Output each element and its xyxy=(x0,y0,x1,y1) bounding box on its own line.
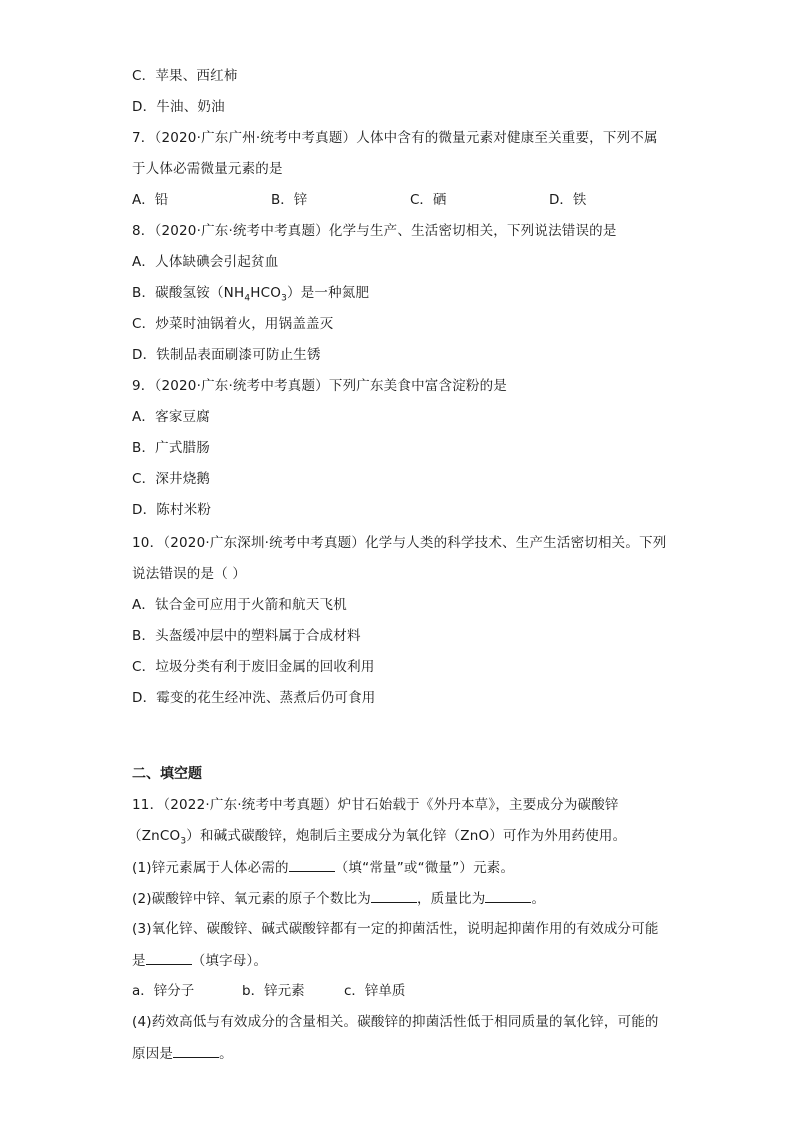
q11-stem-sub: 3 xyxy=(180,836,187,847)
q7-option-d: D．铁 xyxy=(549,192,587,208)
q11-stem-line1: 11．（2022·广东·统考中考真题）炉甘石始载于《外丹本草》，主要成分为碳酸锌 xyxy=(132,797,619,813)
q8-option-b-sub1: 4 xyxy=(244,293,251,304)
section-title-fill-in: 二、填空题 xyxy=(132,766,202,782)
q8-option-d: D．铁制品表面刷漆可防止生锈 xyxy=(132,347,321,363)
q11-part3-blank[interactable] xyxy=(146,950,192,965)
q11-stem-line2 xyxy=(128,826,626,852)
q11-part4-line1: (4)药效高低与有效成分的含量相关。碳酸锌的抑菌活性低于相同质量的氧化锌，可能的 xyxy=(132,1014,659,1030)
q11-part3-choice-c: c．锌单质 xyxy=(344,983,406,999)
q11-part2-blank1[interactable] xyxy=(371,888,417,903)
q8-stem: 8．（2020·广东·统考中考真题）化学与生产、生活密切相关，下列说法错误的是 xyxy=(132,223,617,239)
q10-option-c: C．垃圾分类有利于废旧金属的回收利用 xyxy=(132,659,375,675)
q8-option-a: A．人体缺碘会引起贫血 xyxy=(132,254,279,270)
q8-option-b-text3: ）是一种氮肥 xyxy=(287,285,370,301)
q11-part2-blank2[interactable] xyxy=(485,888,531,903)
q10-option-a: A．钛合金可应用于火箭和航天飞机 xyxy=(132,597,347,613)
q11-part1-blank[interactable] xyxy=(289,857,335,872)
q11-part1 xyxy=(132,857,514,878)
q9-option-a: A．客家豆腐 xyxy=(132,409,210,425)
q11-part4-line2 xyxy=(132,1043,233,1064)
q8-option-b-text2: HCO xyxy=(250,285,282,301)
q11-part2-text3: 。 xyxy=(531,891,546,907)
q11-part1-text2: （填“常量”或“微量”）元素。 xyxy=(334,860,515,876)
q11-part3-line1: (3)氧化锌、碳酸锌、碱式碳酸锌都有一定的抑菌活性，说明起抑菌作用的有效成分可能 xyxy=(132,921,659,937)
q6-option-c: C．苹果、西红柿 xyxy=(132,68,238,84)
q9-option-d: D．陈村米粉 xyxy=(132,502,212,518)
q11-part2 xyxy=(132,888,545,909)
q7-option-c: C．硒 xyxy=(410,192,447,208)
q9-stem: 9．（2020·广东·统考中考真题）下列广东美食中富含淀粉的是 xyxy=(132,378,507,394)
q10-stem-line2: 说法错误的是（ ） xyxy=(132,566,247,582)
q11-part4-text2: 。 xyxy=(219,1046,233,1062)
q11-stem-text2: ）和碱式碳酸锌，炮制后主要成分为氧化锌（ZnO）可作为外用药使用。 xyxy=(186,828,627,844)
q7-stem-line1: 7．（2020·广东广州·统考中考真题）人体中含有的微量元素对健康至关重要，下列不属 xyxy=(132,130,658,146)
q11-part2-text1: (2)碳酸锌中锌、氧元素的原子个数比为 xyxy=(132,891,371,907)
q11-part3-choice-b: b．锌元素 xyxy=(242,983,305,999)
q6-option-d: D．牛油、奶油 xyxy=(132,99,225,115)
q10-option-b: B．头盔缓冲层中的塑料属于合成材料 xyxy=(132,628,361,644)
q7-stem-line2: 于人体必需微量元素的是 xyxy=(132,161,283,177)
q8-option-b xyxy=(132,283,369,309)
q10-option-d: D．霉变的花生经冲洗、蒸煮后仍可食用 xyxy=(132,690,376,706)
q9-option-c: C．深井烧鹅 xyxy=(132,471,211,487)
q11-part3-choice-a: a．锌分子 xyxy=(132,983,195,999)
q11-part3-line2 xyxy=(132,950,267,971)
q7-option-a: A．铅 xyxy=(132,192,169,208)
q11-part3-text1: 是 xyxy=(132,953,146,969)
q11-part3-text2: （填字母）。 xyxy=(191,953,268,969)
q11-part1-text1: (1)锌元素属于人体必需的 xyxy=(132,860,289,876)
q9-option-b: B．广式腊肠 xyxy=(132,440,210,456)
q7-option-b: B．锌 xyxy=(271,192,308,208)
q11-stem-text1: （ZnCO xyxy=(128,828,181,844)
q11-part4-blank[interactable] xyxy=(173,1043,219,1058)
q8-option-b-sub2: 3 xyxy=(281,293,287,304)
q8-option-c: C．炒菜时油锅着火，用锅盖盖灭 xyxy=(132,316,334,332)
q11-part2-text2: ，质量比为 xyxy=(416,891,486,907)
q11-part4-text1: 原因是 xyxy=(132,1046,174,1062)
q10-stem-line1: 10．（2020·广东深圳·统考中考真题）化学与人类的科学技术、生产生活密切相关。下列 xyxy=(132,535,667,551)
q8-option-b-text1: B．碳酸氢铵（NH xyxy=(132,285,245,301)
